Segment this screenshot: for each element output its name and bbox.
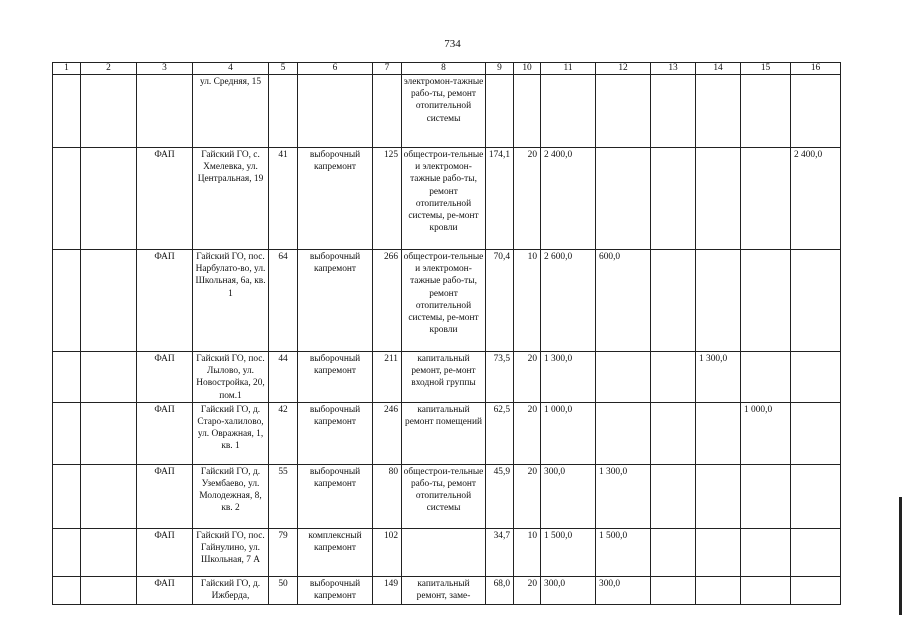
table-cell xyxy=(81,250,137,352)
table-cell: 2 400,0 xyxy=(541,148,596,250)
table-cell xyxy=(791,528,841,576)
table-cell xyxy=(651,576,696,604)
table-row xyxy=(53,250,841,352)
table-cell: электромон-тажные рабо-ты, ремонт отопительной системы xyxy=(402,75,486,148)
table-row xyxy=(53,352,841,403)
table-cell: общестрои-тельные и электромон-тажные рабо-ты, ремонт отопительной системы, ре-монт кровли xyxy=(402,148,486,250)
table-cell: выборочный капремонт xyxy=(298,464,373,528)
table-cell xyxy=(651,402,696,464)
table-cell: ФАП xyxy=(137,576,193,604)
table-cell: 20 xyxy=(514,148,541,250)
table-row xyxy=(53,148,841,250)
table-cell: 79 xyxy=(269,528,298,576)
table-cell xyxy=(53,464,81,528)
table-cell xyxy=(269,75,298,148)
table-cell xyxy=(53,576,81,604)
table-cell xyxy=(298,75,373,148)
table-cell: 55 xyxy=(269,464,298,528)
table-row xyxy=(53,576,841,604)
table-cell: 20 xyxy=(514,352,541,403)
table-cell xyxy=(81,148,137,250)
header-cell: 5 xyxy=(269,63,298,75)
table-cell: Гайский ГО, с. Хмелевка, ул. Центральная, 19 xyxy=(193,148,269,250)
table-cell: капитальный ремонт, заме- xyxy=(402,576,486,604)
table-cell xyxy=(53,352,81,403)
header-cell: 11 xyxy=(541,63,596,75)
table-cell xyxy=(696,528,741,576)
table-cell: ФАП xyxy=(137,464,193,528)
table-cell xyxy=(696,148,741,250)
table-cell: 174,1 xyxy=(486,148,514,250)
table-cell: выборочный капремонт xyxy=(298,402,373,464)
header-cell: 15 xyxy=(741,63,791,75)
table-cell: 1 500,0 xyxy=(541,528,596,576)
table-cell: 1 500,0 xyxy=(596,528,651,576)
table-cell: Гайский ГО, д. Узембаево, ул. Молодежная, 8, кв. 2 xyxy=(193,464,269,528)
table-cell: 246 xyxy=(373,402,402,464)
table-cell: Гайский ГО, д. Старо-халилово, ул. Овражная, 1, кв. 1 xyxy=(193,402,269,464)
table-cell: 70,4 xyxy=(486,250,514,352)
table-cell xyxy=(596,352,651,403)
table-cell: капитальный ремонт, ре-монт входной группы xyxy=(402,352,486,403)
header-cell: 2 xyxy=(81,63,137,75)
header-cell: 4 xyxy=(193,63,269,75)
table-cell xyxy=(791,75,841,148)
table-cell xyxy=(514,75,541,148)
table-cell: ФАП xyxy=(137,352,193,403)
table-cell: 149 xyxy=(373,576,402,604)
table-cell xyxy=(696,402,741,464)
table-cell: ФАП xyxy=(137,148,193,250)
table-cell: Гайский ГО, д. Ижберда, xyxy=(193,576,269,604)
table-cell xyxy=(53,402,81,464)
table-cell: общестрои-тельные рабо-ты, ремонт отопительной системы xyxy=(402,464,486,528)
repair-table xyxy=(52,62,841,605)
table-cell: 44 xyxy=(269,352,298,403)
table-cell xyxy=(741,250,791,352)
table-cell: ул. Средняя, 15 xyxy=(193,75,269,148)
table-cell xyxy=(402,528,486,576)
table-cell xyxy=(741,148,791,250)
table-cell xyxy=(81,464,137,528)
header-cell: 7 xyxy=(373,63,402,75)
table-cell: 10 xyxy=(514,528,541,576)
table-cell: 125 xyxy=(373,148,402,250)
table-cell xyxy=(651,352,696,403)
table-cell xyxy=(791,576,841,604)
table-cell: комплексный капремонт xyxy=(298,528,373,576)
table-cell xyxy=(596,402,651,464)
table-cell xyxy=(741,464,791,528)
table-cell: ФАП xyxy=(137,528,193,576)
header-cell: 3 xyxy=(137,63,193,75)
table-row xyxy=(53,75,841,148)
header-cell: 8 xyxy=(402,63,486,75)
table-cell xyxy=(791,464,841,528)
page-number: 734 xyxy=(444,38,461,50)
table-cell: 1 000,0 xyxy=(741,402,791,464)
table-cell: выборочный капремонт xyxy=(298,352,373,403)
table-cell xyxy=(53,148,81,250)
table-cell xyxy=(696,464,741,528)
table-cell: 42 xyxy=(269,402,298,464)
header-cell: 9 xyxy=(486,63,514,75)
table-cell xyxy=(696,75,741,148)
table-cell xyxy=(53,250,81,352)
header-cell: 12 xyxy=(596,63,651,75)
header-cell: 1 xyxy=(53,63,81,75)
table-cell xyxy=(791,402,841,464)
table-cell: 73,5 xyxy=(486,352,514,403)
table-cell: 1 000,0 xyxy=(541,402,596,464)
table-cell: 300,0 xyxy=(596,576,651,604)
table-cell: 266 xyxy=(373,250,402,352)
table-cell: 600,0 xyxy=(596,250,651,352)
table-cell: выборочный капремонт xyxy=(298,250,373,352)
table-cell xyxy=(81,576,137,604)
table-cell xyxy=(651,75,696,148)
table-cell: 102 xyxy=(373,528,402,576)
header-cell: 16 xyxy=(791,63,841,75)
table-cell xyxy=(596,148,651,250)
table-cell: общестрои-тельные и электромон-тажные рабо-ты, ремонт отопительной системы, ре-монт кровли xyxy=(402,250,486,352)
table-cell: 1 300,0 xyxy=(541,352,596,403)
table-cell: 20 xyxy=(514,402,541,464)
table-cell: выборочный капремонт xyxy=(298,576,373,604)
table-cell: 10 xyxy=(514,250,541,352)
scan-edge-mark xyxy=(899,497,902,615)
header-cell: 14 xyxy=(696,63,741,75)
table-cell xyxy=(741,75,791,148)
table-cell xyxy=(651,528,696,576)
table-row xyxy=(53,528,841,576)
table-cell: 1 300,0 xyxy=(696,352,741,403)
table-cell xyxy=(486,75,514,148)
table-cell: 211 xyxy=(373,352,402,403)
table-cell: 50 xyxy=(269,576,298,604)
table-cell xyxy=(696,250,741,352)
header-cell: 13 xyxy=(651,63,696,75)
table-cell: 300,0 xyxy=(541,576,596,604)
table-row xyxy=(53,402,841,464)
table-cell: 41 xyxy=(269,148,298,250)
table-cell: 64 xyxy=(269,250,298,352)
table-cell: выборочный капремонт xyxy=(298,148,373,250)
table-cell xyxy=(373,75,402,148)
table-cell: 34,7 xyxy=(486,528,514,576)
table-cell xyxy=(596,75,651,148)
table-cell: ФАП xyxy=(137,250,193,352)
table-cell: Гайский ГО, пос. Гайнулино, ул. Школьная, 7 А xyxy=(193,528,269,576)
table-cell: 20 xyxy=(514,576,541,604)
table-cell xyxy=(791,250,841,352)
table-cell xyxy=(741,528,791,576)
table-cell xyxy=(651,464,696,528)
table-cell: капитальный ремонт помещений xyxy=(402,402,486,464)
table-cell xyxy=(651,148,696,250)
table-cell xyxy=(81,402,137,464)
table-cell xyxy=(53,528,81,576)
table-cell xyxy=(741,352,791,403)
table-cell: 2 600,0 xyxy=(541,250,596,352)
table-cell: 20 xyxy=(514,464,541,528)
table-cell: 80 xyxy=(373,464,402,528)
header-row xyxy=(53,63,841,75)
table-cell: 2 400,0 xyxy=(791,148,841,250)
table-cell xyxy=(81,75,137,148)
table-cell xyxy=(81,352,137,403)
header-cell: 10 xyxy=(514,63,541,75)
table-cell: Гайский ГО, пос. Лылово, ул. Новостройка, 20, пом.1 xyxy=(193,352,269,403)
table-cell xyxy=(53,75,81,148)
table-cell: 1 300,0 xyxy=(596,464,651,528)
table-cell xyxy=(541,75,596,148)
table-cell: Гайский ГО, пос. Нарбулато-во, ул. Школьная, 6а, кв. 1 xyxy=(193,250,269,352)
table-cell xyxy=(696,576,741,604)
table-cell xyxy=(741,576,791,604)
header-cell: 6 xyxy=(298,63,373,75)
table-cell xyxy=(81,528,137,576)
table-row xyxy=(53,464,841,528)
table-cell xyxy=(791,352,841,403)
table-cell: 45,9 xyxy=(486,464,514,528)
table-cell: 300,0 xyxy=(541,464,596,528)
table-cell xyxy=(137,75,193,148)
table-cell: 68,0 xyxy=(486,576,514,604)
table-cell xyxy=(651,250,696,352)
table-cell: 62,5 xyxy=(486,402,514,464)
table-cell: ФАП xyxy=(137,402,193,464)
